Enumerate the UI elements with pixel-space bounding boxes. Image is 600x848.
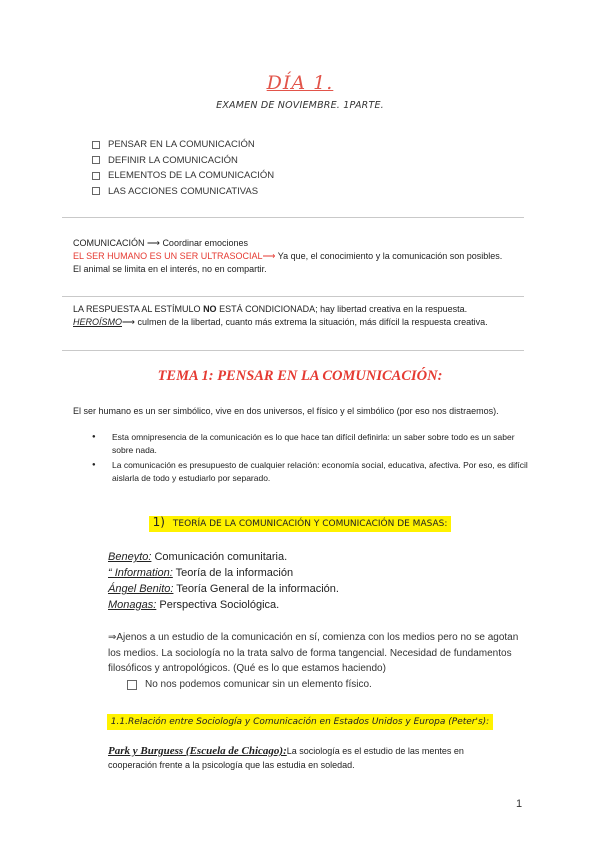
checklist-item[interactable]: No nos podemos comunicar sin un elemento físico. bbox=[127, 679, 372, 690]
divider bbox=[62, 217, 524, 218]
checkbox-icon[interactable] bbox=[92, 187, 100, 195]
section-1-paragraph: ⇒Ajenos a un estudio de la comunicación en sí, comienza con los medios pero no se agotan los medios. La sociología no la trata salvo de forma tangencial. Necesidad de fundamentos filosóficos y antropológicos. (Qué es lo que estamos haciendo) bbox=[108, 632, 519, 674]
list-item: Monagas: Perspectiva Sociológica. bbox=[108, 599, 280, 611]
checkbox-icon[interactable] bbox=[92, 172, 100, 180]
author-references bbox=[108, 549, 339, 613]
checklist-item[interactable]: LAS ACCIONES COMUNICATIVAS bbox=[92, 184, 274, 200]
list-item: “ Information: Teoría de la información bbox=[108, 567, 294, 579]
page-number: 1 bbox=[516, 798, 523, 810]
checklist-item[interactable]: DEFINIR LA COMUNICACIÓN bbox=[92, 153, 274, 169]
list-item: Beneyto: Comunicación comunitaria. bbox=[108, 551, 288, 563]
block-respuesta: LA RESPUESTA AL ESTÍMULO NO ESTÁ CONDICIONADA; hay libertad creativa en la respuesta. HEROÍSMO⟶ culmen de la libertad, cuanto más extrema la situación, más difícil la respuesta creativa. bbox=[73, 304, 488, 327]
arrow-icon: ⟶ bbox=[147, 238, 160, 248]
section-1-1-heading: 1.1.Relación entre Sociología y Comunicación en Estados Unidos y Europa (Peter's): bbox=[0, 711, 600, 729]
checkbox-icon[interactable] bbox=[127, 680, 137, 690]
list-item: ● La comunicación es presupuesto de cualquier relación: economía social, educativa, afectiva. Por eso, es difícil aislarla de todo y estudiarlo por separado. bbox=[92, 459, 532, 485]
page-title: DÍA 1. bbox=[266, 72, 334, 94]
tema1-bullets bbox=[92, 431, 532, 487]
checklist-item[interactable]: ELEMENTOS DE LA COMUNICACIÓN bbox=[92, 168, 274, 184]
list-item: Ángel Benito: Teoría General de la información. bbox=[108, 583, 339, 595]
checkbox-icon[interactable] bbox=[92, 156, 100, 164]
list-item: ● Esta omnipresencia de la comunicación es lo que hace tan difícil definirla: un saber sobre todo es un saber sobre nada. bbox=[92, 431, 532, 457]
tema1-heading: TEMA 1: PENSAR EN LA COMUNICACIÓN: bbox=[157, 368, 443, 384]
checklist-item[interactable]: PENSAR EN LA COMUNICACIÓN bbox=[92, 137, 274, 153]
tema1-intro: El ser humano es un ser simbólico, vive en dos universos, el físico y el simbólico (por eso nos distraemos). bbox=[73, 406, 499, 416]
arrow-icon: ⟶ bbox=[122, 317, 135, 327]
block-comunicacion: COMUNICACIÓN ⟶ Coordinar emociones EL SER HUMANO ES UN SER ULTRASOCIAL⟶ Ya que, el conocimiento y la comunicación son posibles. El animal se limita en el interés, no en compartir. bbox=[73, 238, 503, 274]
park-burguess-paragraph: Park y Burguess (Escuela de Chicago):La sociología es el estudio de las mentes en cooperación frente a la psicología que las estudia en soledad. bbox=[108, 745, 464, 770]
divider bbox=[62, 350, 524, 351]
divider bbox=[62, 296, 524, 297]
checkbox-icon[interactable] bbox=[92, 141, 100, 149]
topic-checklist bbox=[92, 137, 274, 199]
section-1-heading: 1) TEORÍA DE LA COMUNICACIÓN Y COMUNICACIÓN DE MASAS: bbox=[0, 513, 600, 531]
page-subtitle: EXAMEN DE NOVIEMBRE. 1PARTE. bbox=[216, 100, 384, 111]
arrow-icon: ⟶ bbox=[262, 251, 276, 261]
